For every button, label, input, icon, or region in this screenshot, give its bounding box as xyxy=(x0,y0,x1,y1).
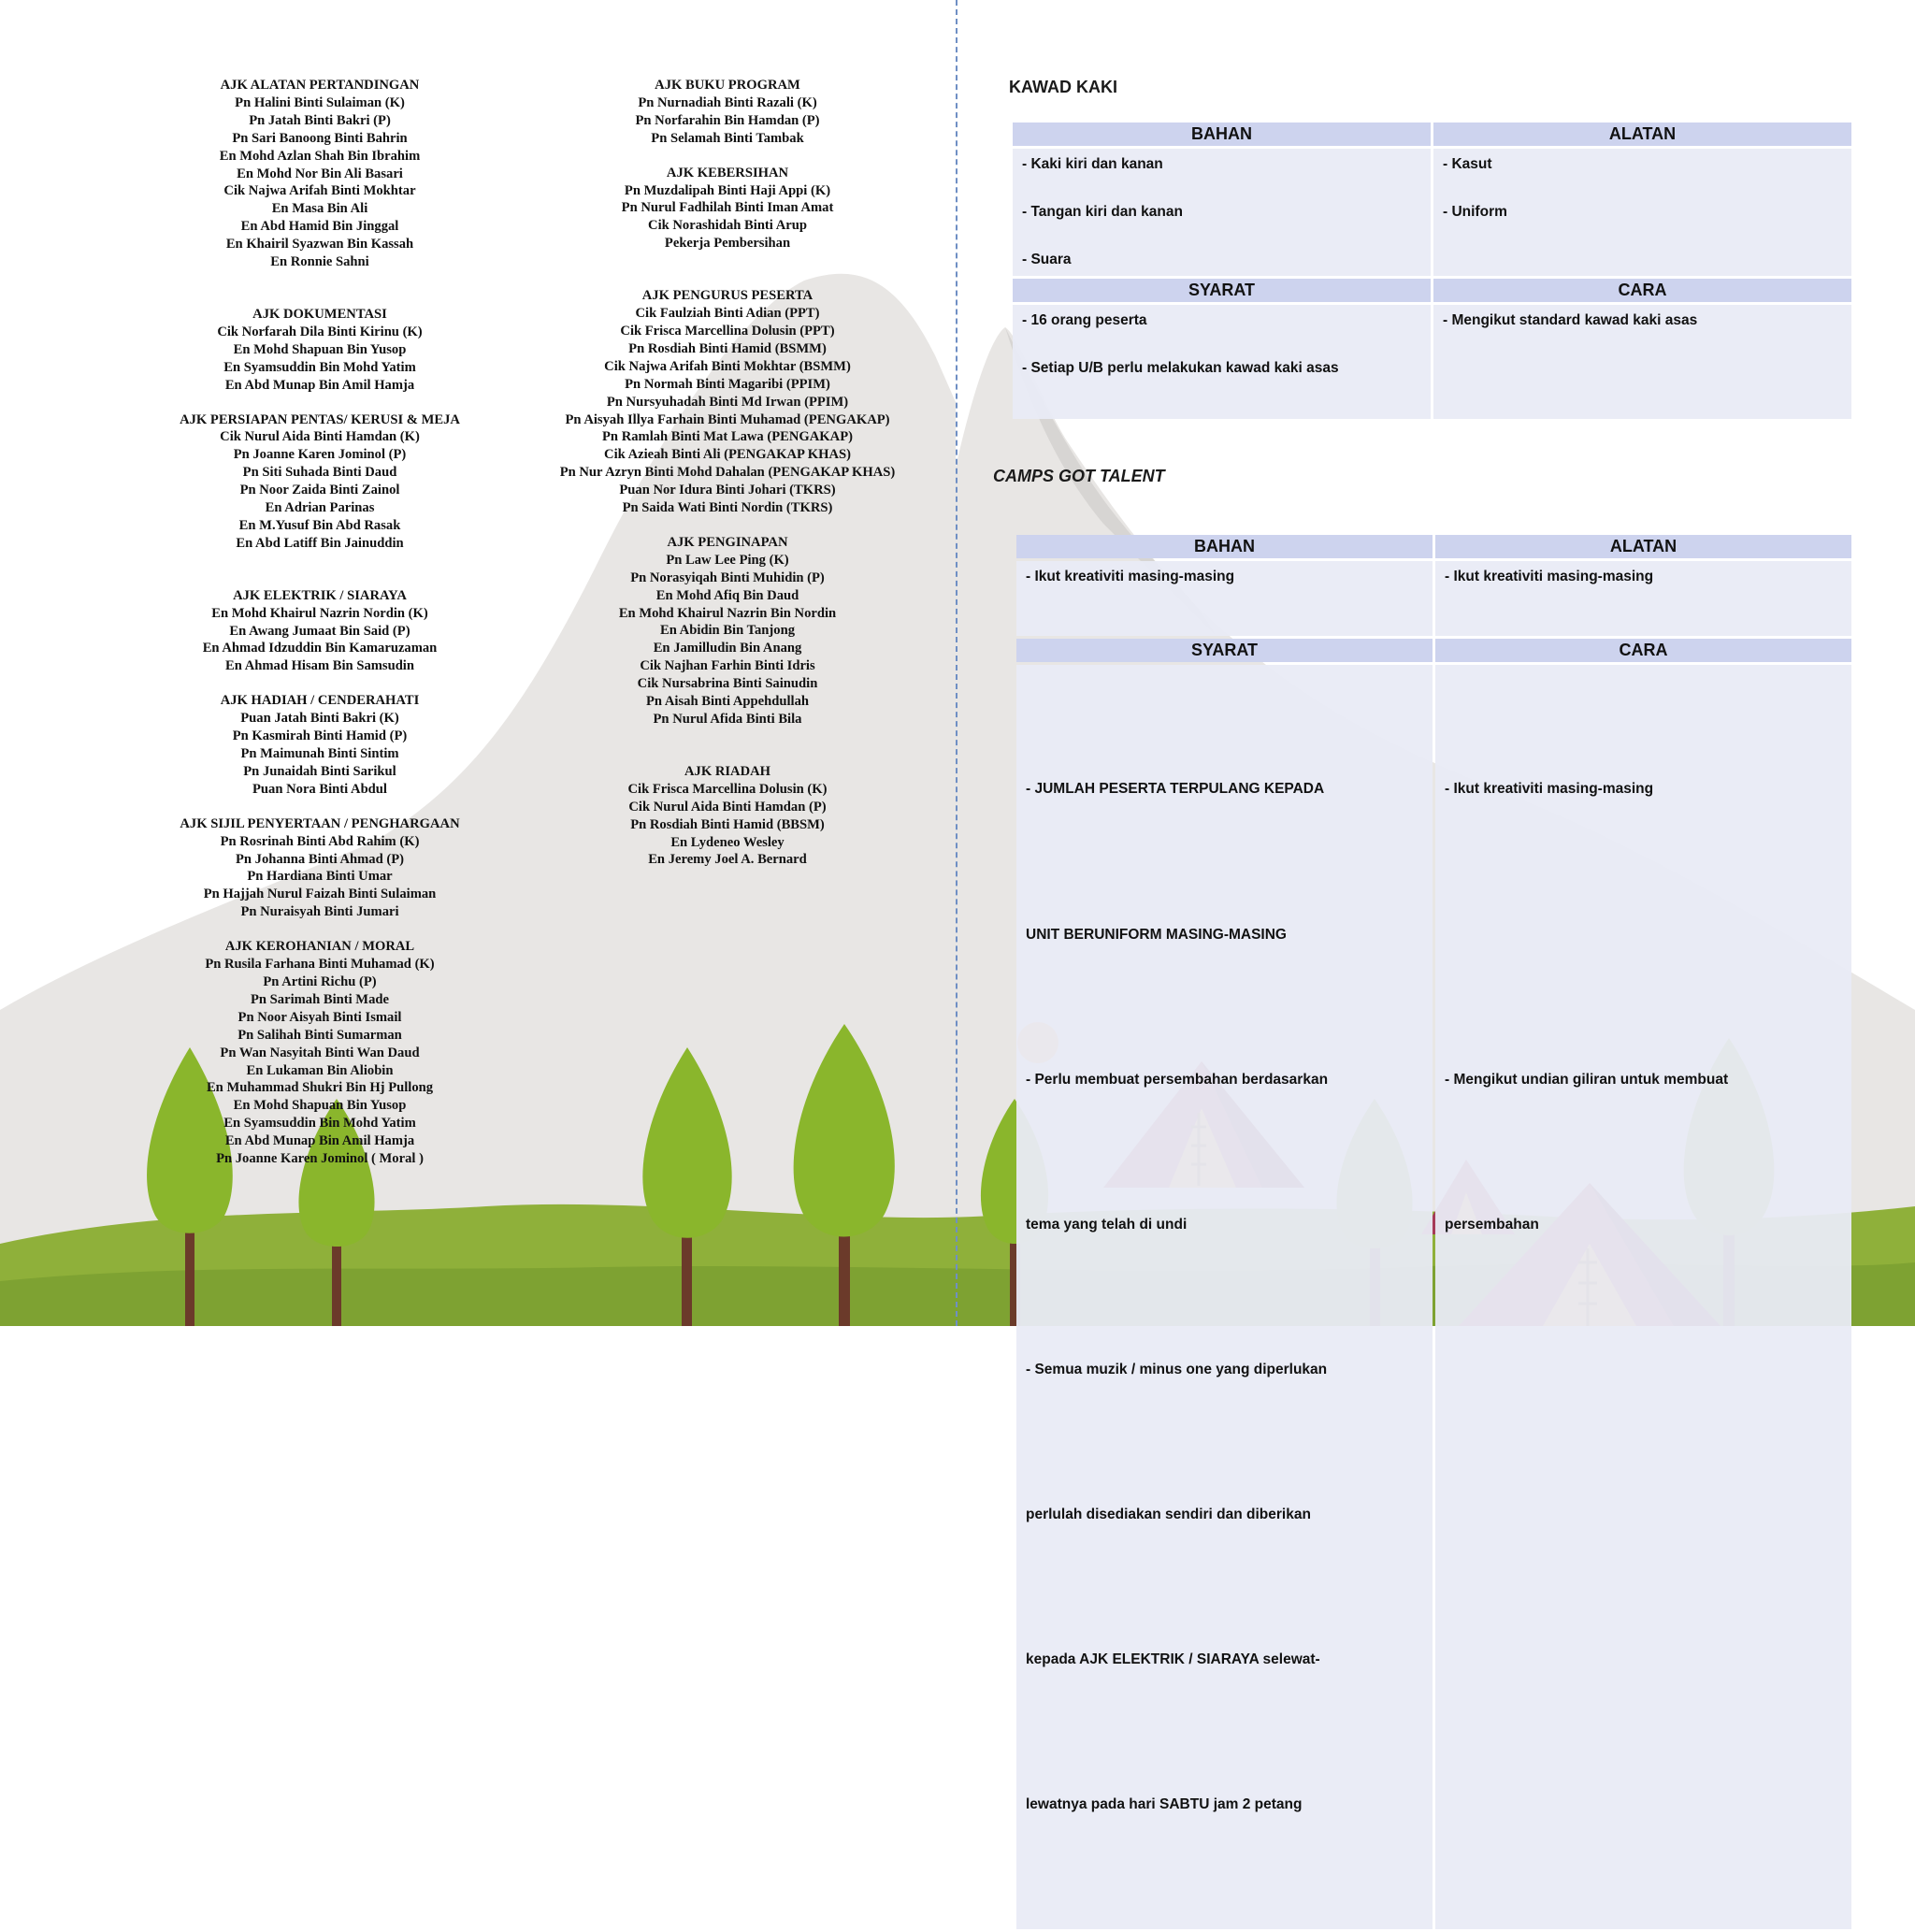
member-name: Pn Nurul Fadhilah Binti Iman Amat xyxy=(621,200,834,216)
header-bahan: BAHAN xyxy=(1013,123,1431,146)
member-name: En Mohd Shapuan Bin Yusop xyxy=(233,341,407,357)
committee-heading: AJK SIJIL PENYERTAAN / PENGHARGAAN xyxy=(180,815,460,831)
kawad-kaki-title: KAWAD KAKI xyxy=(1009,78,1117,96)
member-name: Pn Norasyiqah Binti Muhidin (P) xyxy=(630,570,825,585)
cara-item: - Ikut kreativiti masing-masing xyxy=(1445,781,1654,798)
cell-cara xyxy=(1433,305,1851,419)
member-name: Pn Nur Azryn Binti Mohd Dahalan (PENGAKAP KHAS) xyxy=(559,465,896,481)
cara-item: - Mengikut standard kawad kaki asas xyxy=(1443,311,1698,328)
header-cara: CARA xyxy=(1435,639,1851,662)
committee-heading: AJK ELEKTRIK / SIARAYA xyxy=(233,587,407,603)
member-name: En Lydeneo Wesley xyxy=(670,834,785,850)
member-name: Pn Jatah Binti Bakri (P) xyxy=(249,112,391,128)
committee-heading: AJK PENGURUS PESERTA xyxy=(641,288,814,304)
member-name: Pn Joanne Karen Jominol (P) xyxy=(233,447,407,463)
committee-elektrik-siaraya xyxy=(151,587,488,676)
committee-riadah xyxy=(531,763,924,869)
committee-heading: AJK DOKUMENTASI xyxy=(252,306,387,322)
committee-heading: AJK RIADAH xyxy=(684,763,771,779)
cell-alatan xyxy=(1435,561,1851,636)
committee-penginapan xyxy=(531,534,924,728)
member-name: Cik Nursabrina Binti Sainudin xyxy=(637,676,818,692)
member-name: Pn Salihah Binti Sumarman xyxy=(238,1027,402,1043)
committee-sijil-penyertaan xyxy=(151,815,488,921)
member-name: En Mohd Shapuan Bin Yusop xyxy=(233,1098,407,1114)
syarat-item: - Perlu membuat persembahan berdasarkan xyxy=(1026,1071,1329,1088)
committee-heading: AJK BUKU PROGRAM xyxy=(655,78,800,93)
camps-got-talent-title: CAMPS GOT TALENT xyxy=(993,467,1165,485)
member-name: En Muhammad Shukri Bin Hj Pullong xyxy=(206,1080,434,1096)
member-name: En Awang Jumaat Bin Said (P) xyxy=(229,623,410,639)
member-name: Pn Nursyuhadah Binti Md Irwan (PPIM) xyxy=(606,394,849,410)
cell-bahan xyxy=(1013,149,1431,276)
member-name: Pn Law Lee Ping (K) xyxy=(666,552,789,568)
member-name: En Mohd Azlan Shah Bin Ibrahim xyxy=(219,148,421,164)
member-name: Pn Wan Nasyitah Binti Wan Daud xyxy=(220,1045,420,1060)
member-name: En Mohd Nor Bin Ali Basari xyxy=(237,166,403,181)
member-name: Pn Aisah Binti Appehdullah xyxy=(646,694,809,710)
member-name: Cik Frisca Marcellina Dolusin (PPT) xyxy=(620,323,835,339)
member-name: Pn Joanne Karen Jominol ( Moral ) xyxy=(216,1151,424,1167)
member-name: Pn Rosdiah Binti Hamid (BBSM) xyxy=(630,816,825,832)
member-name: Pn Noor Aisyah Binti Ismail xyxy=(238,1009,402,1025)
member-name: Pn Rosrinah Binti Abd Rahim (K) xyxy=(220,833,420,849)
cell-alatan xyxy=(1433,149,1851,276)
member-name: Pn Rusila Farhana Binti Muhamad (K) xyxy=(205,957,435,973)
member-name: Cik Najhan Farhin Binti Idris xyxy=(640,658,815,674)
member-name: En Jamilludin Bin Anang xyxy=(653,641,802,656)
member-name: En Ahmad Idzuddin Bin Kamaruzaman xyxy=(202,641,438,656)
member-name: En Khairil Syazwan Bin Kassah xyxy=(225,237,414,252)
header-bahan: BAHAN xyxy=(1016,535,1433,558)
committee-hadiah-cenderahati xyxy=(151,692,488,798)
member-name: Cik Frisca Marcellina Dolusin (K) xyxy=(627,781,828,797)
syarat-item: perlulah disediakan sendiri dan diberikan xyxy=(1026,1506,1311,1522)
kawad-kaki-table xyxy=(1010,120,1854,422)
member-name: Pn Muzdalipah Binti Haji Appi (K) xyxy=(624,182,831,198)
cell-syarat xyxy=(1013,305,1431,419)
member-name: Pn Artini Richu (P) xyxy=(263,973,377,989)
member-name: Cik Norfarah Dila Binti Kirinu (K) xyxy=(217,324,423,339)
member-name: En Ronnie Sahni xyxy=(270,254,369,270)
member-name: En Jeremy Joel A. Bernard xyxy=(648,852,807,868)
member-name: Pn Rosdiah Binti Hamid (BSMM) xyxy=(628,340,827,356)
member-name: En Abd Hamid Bin Jinggal xyxy=(240,219,399,235)
committee-kerohanian-moral xyxy=(151,938,488,1168)
member-name: En Syamsuddin Bin Mohd Yatim xyxy=(223,359,416,375)
cell-cara xyxy=(1435,665,1851,1929)
header-alatan: ALATAN xyxy=(1435,535,1851,558)
member-name: Cik Norashidah Binti Arup xyxy=(648,218,807,234)
member-name: En M.Yusuf Bin Abd Rasak xyxy=(238,517,401,533)
member-name: En Mohd Afiq Bin Daud xyxy=(655,587,799,603)
member-name: Pn Ramlah Binti Mat Lawa (PENGAKAP) xyxy=(602,429,853,445)
committee-alatan-pertandingan xyxy=(151,77,488,271)
committee-dokumentasi xyxy=(151,306,488,395)
member-name: Pn Saida Wati Binti Nordin (TKRS) xyxy=(622,500,833,516)
committee-persiapan-pentas xyxy=(151,411,488,553)
member-name: Cik Nurul Aida Binti Hamdan (P) xyxy=(628,799,827,815)
member-name: Puan Nor Idura Binti Johari (TKRS) xyxy=(619,483,836,498)
member-name: Cik Azieah Binti Ali (PENGAKAP KHAS) xyxy=(604,447,851,463)
member-name: Pn Aisyah Illya Farhain Binti Muhamad (PENGAKAP) xyxy=(565,411,890,427)
syarat-item: - JUMLAH PESERTA TERPULANG KEPADA xyxy=(1026,781,1325,798)
committee-heading: AJK PERSIAPAN PENTAS/ KERUSI & MEJA xyxy=(180,411,460,427)
alatan-item: - Ikut kreativiti masing-masing xyxy=(1445,569,1654,584)
header-cara: CARA xyxy=(1433,279,1851,302)
page-fold-line xyxy=(956,0,958,1326)
syarat-item: - Setiap U/B perlu melakukan kawad kaki asas xyxy=(1022,359,1339,376)
member-name: Pn Norfarahin Bin Hamdan (P) xyxy=(635,112,820,128)
member-name: Pn Nurul Afida Binti Bila xyxy=(653,712,802,727)
member-name: Puan Nora Binti Abdul xyxy=(252,781,387,797)
member-name: Pn Hajjah Nurul Faizah Binti Sulaiman xyxy=(203,887,437,902)
member-name: En Mohd Khairul Nazrin Nordin (K) xyxy=(211,605,428,621)
header-syarat: SYARAT xyxy=(1016,639,1433,662)
bahan-item: - Kaki kiri dan kanan xyxy=(1022,156,1163,172)
member-name: Cik Najwa Arifah Binti Mokhtar xyxy=(223,183,416,199)
alatan-item: - Kasut xyxy=(1443,156,1492,172)
alatan-item: - Uniform xyxy=(1443,204,1507,220)
header-syarat: SYARAT xyxy=(1013,279,1431,302)
member-name: Pn Maimunah Binti Sintim xyxy=(240,746,399,761)
member-name: Pn Siti Suhada Binti Daud xyxy=(242,465,397,481)
member-name: Puan Jatah Binti Bakri (K) xyxy=(240,711,399,727)
committee-heading: AJK ALATAN PERTANDINGAN xyxy=(220,78,420,93)
member-name: Pn Nuraisyah Binti Jumari xyxy=(240,904,399,920)
member-name: Pn Nurnadiah Binti Razali (K) xyxy=(638,94,817,110)
member-name: En Syamsuddin Bin Mohd Yatim xyxy=(223,1116,416,1132)
member-name: Pn Selamah Binti Tambak xyxy=(651,130,804,146)
member-name: Pn Normah Binti Magaribi (PPIM) xyxy=(625,376,830,392)
camps-got-talent-table xyxy=(1014,532,1854,1932)
bahan-item: - Ikut kreativiti masing-masing xyxy=(1026,569,1235,584)
committee-heading: AJK PENGINAPAN xyxy=(667,534,788,550)
committee-column-left xyxy=(151,77,488,1168)
member-name: Cik Faulziah Binti Adian (PPT) xyxy=(635,306,820,322)
member-name: Pn Halini Binti Sulaiman (K) xyxy=(235,94,405,110)
cell-syarat xyxy=(1016,665,1433,1929)
member-name: Pn Johanna Binti Ahmad (P) xyxy=(235,851,405,867)
syarat-item: UNIT BERUNIFORM MASING-MASING xyxy=(1026,926,1287,943)
member-name: Pn Sari Banoong Binti Bahrin xyxy=(232,130,408,146)
member-name: En Ahmad Hisam Bin Samsudin xyxy=(225,658,414,674)
committee-buku-program xyxy=(531,77,924,148)
member-name: En Abd Latiff Bin Jainuddin xyxy=(236,535,404,551)
member-name: Pekerja Pembersihan xyxy=(664,236,791,252)
cara-item: - Mengikut undian giliran untuk membuat xyxy=(1445,1071,1729,1088)
committee-column-right xyxy=(531,77,924,869)
member-name: Pn Kasmirah Binti Hamid (P) xyxy=(232,728,408,744)
committee-kebersihan xyxy=(531,165,924,253)
bahan-item: - Tangan kiri dan kanan xyxy=(1022,204,1183,220)
syarat-item: lewatnya pada hari SABTU jam 2 petang xyxy=(1026,1796,1303,1813)
committee-pengurus-peserta xyxy=(531,287,924,517)
syarat-item: tema yang telah di undi xyxy=(1026,1216,1188,1233)
bahan-item: - Suara xyxy=(1022,252,1072,267)
member-name: Cik Najwa Arifah Binti Mokhtar (BSMM) xyxy=(604,358,851,374)
cara-item: persembahan xyxy=(1445,1216,1539,1233)
member-name: Cik Nurul Aida Binti Hamdan (K) xyxy=(220,429,420,445)
member-name: En Abd Munap Bin Amil Hamja xyxy=(224,1133,415,1149)
committee-heading: AJK KEROHANIAN / MORAL xyxy=(224,939,415,955)
member-name: En Abidin Bin Tanjong xyxy=(659,623,795,639)
member-name: Pn Noor Zaida Binti Zainol xyxy=(239,483,400,498)
syarat-item: - Semua muzik / minus one yang diperlukan xyxy=(1026,1361,1328,1377)
header-alatan: ALATAN xyxy=(1433,123,1851,146)
member-name: En Lukaman Bin Aliobin xyxy=(246,1062,394,1078)
member-name: Pn Junaidah Binti Sarikul xyxy=(243,763,396,779)
member-name: En Abd Munap Bin Amil Hamja xyxy=(224,377,415,393)
member-name: Pn Hardiana Binti Umar xyxy=(247,869,393,885)
committee-heading: AJK KEBERSIHAN xyxy=(666,165,789,180)
member-name: En Mohd Khairul Nazrin Bin Nordin xyxy=(618,605,837,621)
member-name: En Adrian Parinas xyxy=(265,500,375,516)
member-name: Pn Sarimah Binti Made xyxy=(251,991,389,1007)
syarat-item: kepada AJK ELEKTRIK / SIARAYA selewat- xyxy=(1026,1651,1320,1668)
syarat-item: - 16 orang peserta xyxy=(1022,311,1147,328)
cell-bahan xyxy=(1016,561,1433,636)
committee-heading: AJK HADIAH / CENDERAHATI xyxy=(220,693,420,709)
member-name: En Masa Bin Ali xyxy=(271,201,368,217)
